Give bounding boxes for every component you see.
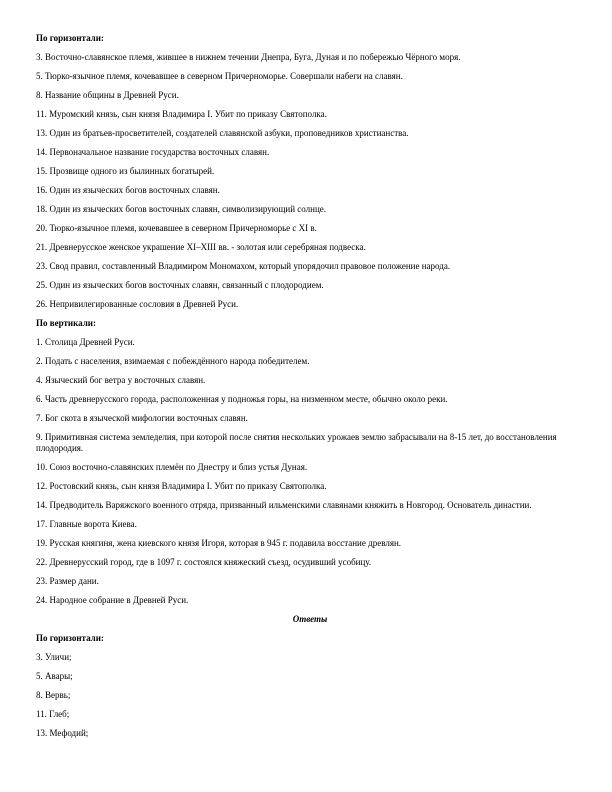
clue-item: 13. Один из братьев-просветителей, создателей славянской азбуки, проповедников христианства.: [36, 128, 409, 138]
clue-item: 21. Древнерусское женское украшение XI–XIII вв. - золотая или серебряная подвеска.: [36, 242, 366, 252]
clue-item: 10. Союз восточно-славянских племён по Днестру и близ устья Дуная.: [36, 462, 308, 472]
clue-item: 8. Название общины в Древней Руси.: [36, 90, 179, 100]
clue-item: 15. Прозвище одного из былинных богатырей.: [36, 166, 215, 176]
clue-item: 19. Русская княгиня, жена киевского князя Игоря, которая в 945 г. подавила восстание древлян.: [36, 538, 402, 548]
clue-item: 4. Языческий бог ветра у восточных славян.: [36, 375, 206, 385]
answer-item: 8. Вервь;: [36, 690, 71, 700]
clue-item: 12. Ростовский князь, сын князя Владимира I. Убит по приказу Святополка.: [36, 481, 327, 491]
clue-item: 17. Главные ворота Киева.: [36, 519, 137, 529]
answer-item: 5. Авары;: [36, 671, 73, 681]
clue-item: 18. Один из языческих богов восточных славян, символизирующий солнце.: [36, 204, 327, 214]
section-heading-vertical: По вертикали:: [36, 318, 96, 328]
clue-item: 24. Народное собрание в Древней Руси.: [36, 595, 189, 605]
answers-list: [36, 652, 584, 739]
document-page: [36, 33, 584, 739]
vertical-clues: [36, 337, 584, 614]
section-heading-horizontal: По горизонтали:: [36, 33, 104, 43]
clue-item: 14. Предводитель Варяжского военного отряда, призванный ильменскими славянами княжить в Новгород. Основатель династии.: [36, 500, 532, 510]
clue-item: 23. Размер дани.: [36, 576, 99, 586]
clue-item: 2. Подать с населения, взимаемая с побеждённого народа победителем.: [36, 356, 310, 366]
clue-item: 1. Столица Древней Руси.: [36, 337, 135, 347]
clue-item: 25. Один из языческих богов восточных славян, связанный с плодородием.: [36, 280, 324, 290]
answer-item: 11. Глеб;: [36, 709, 70, 719]
clue-item: 26. Непривилегированные сословия в Древней Руси.: [36, 299, 239, 309]
clue-item: 7. Бог скота в языческой мифологии восточных славян.: [36, 413, 248, 423]
answer-item: 3. Уличи;: [36, 652, 72, 662]
clue-item: 6. Часть древнерусского города, расположенная у подножья горы, на низменном месте, обычно около реки.: [36, 394, 448, 404]
clue-item: 11. Муромский князь, сын князя Владимира I. Убит по приказу Святополка.: [36, 109, 327, 119]
clue-item: 3. Восточно-славянское племя, жившее в нижнем течении Днепра, Буга, Дуная и по побережью Чёрного моря.: [36, 52, 461, 62]
horizontal-clues: [36, 52, 584, 318]
clue-item: 9. Примитивная система земледелия, при которой после снятия нескольких урожаев землю забрасывали на 8-15 лет, до восстановления плодородия.: [36, 432, 557, 453]
clue-item: 14. Первоначальное название государства восточных славян.: [36, 147, 270, 157]
clue-item: 20. Тюрко-язычное племя, кочевавшее в северном Причерноморье с XI в.: [36, 223, 317, 233]
answer-item: 13. Мефодий;: [36, 728, 89, 738]
clue-item: 5. Тюрко-язычное племя, кочевавшее в северном Причерноморье. Совершали набеги на славян.: [36, 71, 403, 81]
clue-item: 22. Древнерусский город, где в 1097 г. состоялся княжеский съезд, осудивший усобицу.: [36, 557, 372, 567]
answers-title: Ответы: [292, 614, 328, 624]
clue-item: 23. Свод правил, составленный Владимиром Мономахом, который упорядочил правовое положение народа.: [36, 261, 451, 271]
answers-heading-horizontal: По горизонтали:: [36, 633, 104, 643]
clue-item: 16. Один из языческих богов восточных славян.: [36, 185, 220, 195]
